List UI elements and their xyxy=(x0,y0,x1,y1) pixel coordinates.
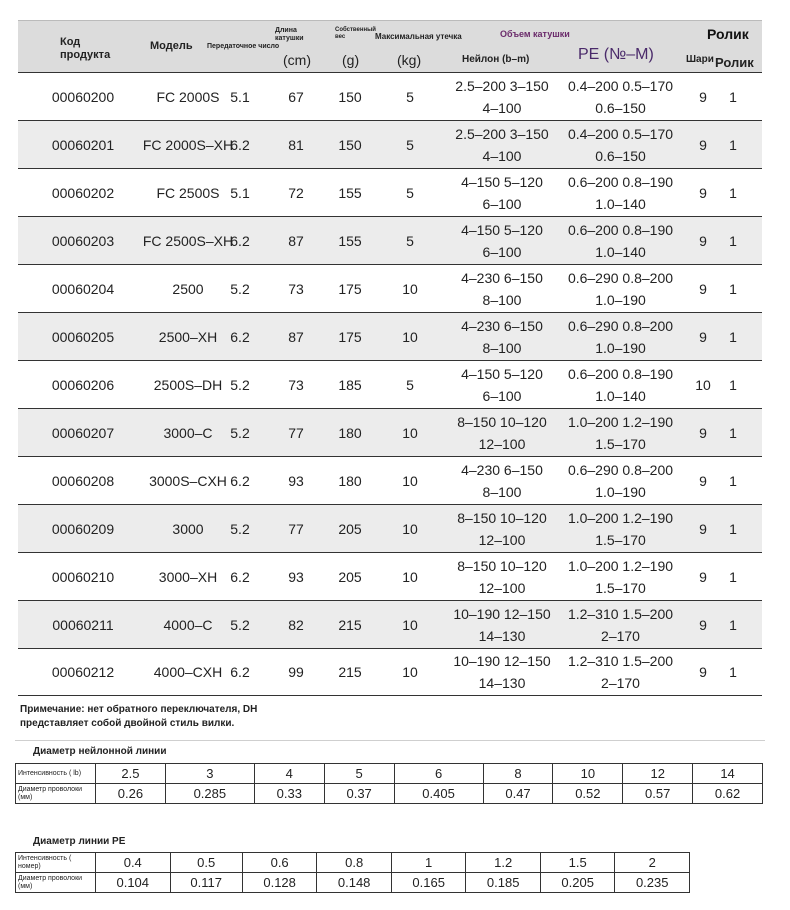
strength-cell: 4 xyxy=(254,764,324,784)
ball-bearings-cell: 9 xyxy=(699,520,707,537)
weight-cell: 175 xyxy=(338,280,362,297)
divider xyxy=(15,740,765,741)
roller-cell: 1 xyxy=(729,472,737,489)
nylon-capacity-line: 12–100 xyxy=(478,531,526,548)
nylon-table-title: Диаметр нейлонной линии xyxy=(33,746,167,757)
diameter-label: Диаметр проволоки (мм) xyxy=(16,784,96,804)
nylon-capacity-line: 8–100 xyxy=(482,339,522,356)
ball-bearings-cell: 10 xyxy=(695,376,711,393)
diameter-row xyxy=(16,873,690,893)
pe-capacity-line: 1.5–170 xyxy=(595,435,646,452)
roller-cell: 1 xyxy=(729,424,737,441)
table-row xyxy=(18,504,762,552)
nylon-capacity-cell xyxy=(438,409,566,456)
nylon-capacity-cell xyxy=(438,121,566,168)
nylon-capacity-cell xyxy=(438,265,566,312)
nylon-capacity-line: 6–100 xyxy=(482,387,522,404)
diameter-cell: 0.57 xyxy=(623,784,693,804)
max-drag-cell: 5 xyxy=(406,88,414,105)
model-cell: FC 2500S–XH xyxy=(142,232,234,249)
max-drag-cell: 10 xyxy=(402,664,418,680)
ball-bearings-cell: 9 xyxy=(699,472,707,489)
max-drag-cell: 5 xyxy=(406,232,414,249)
pe-capacity-line: 0.6–150 xyxy=(595,147,646,164)
gear-ratio-cell: 6.2 xyxy=(230,472,250,489)
weight-cell: 150 xyxy=(338,136,362,153)
product-code-cell: 00060206 xyxy=(51,376,115,393)
ball-bearings-cell: 9 xyxy=(699,280,707,297)
pe-diameter-table xyxy=(15,852,690,893)
weight-cell: 155 xyxy=(338,184,362,201)
model-cell: 3000–C xyxy=(163,424,213,441)
nylon-capacity-line: 4–150 5–120 xyxy=(461,365,543,382)
table-row xyxy=(18,264,762,312)
nylon-capacity-line: 4–100 xyxy=(482,99,522,116)
nylon-capacity-cell xyxy=(438,505,566,552)
pe-capacity-line: 1.0–140 xyxy=(595,243,646,260)
pe-capacity-cell xyxy=(553,169,688,216)
diameter-cell: 0.37 xyxy=(324,784,394,804)
roller-cell: 1 xyxy=(729,664,737,680)
gear-ratio-cell: 5.2 xyxy=(230,376,250,393)
diameter-cell: 0.148 xyxy=(317,873,392,893)
unit-kg: (kg) xyxy=(397,52,422,68)
pe-capacity-line: 0.6–290 0.8–200 xyxy=(567,461,674,478)
roller-cell: 1 xyxy=(729,280,737,297)
diameter-cell: 0.235 xyxy=(615,873,690,893)
product-code-cell: 00060209 xyxy=(51,520,115,537)
pe-capacity-line: 2–170 xyxy=(601,675,640,691)
weight-cell: 215 xyxy=(338,664,362,680)
gear-ratio-cell: 5.2 xyxy=(230,616,250,633)
nylon-capacity-line: 4–230 6–150 xyxy=(461,461,543,478)
max-drag-cell: 10 xyxy=(402,616,418,633)
max-drag-cell: 10 xyxy=(402,328,418,345)
pe-table-title: Диаметр линии PE xyxy=(33,836,126,847)
product-code-cell: 00060208 xyxy=(51,472,115,489)
model-cell: 3000 xyxy=(172,520,204,537)
gear-ratio-cell: 5.2 xyxy=(230,520,250,537)
spool-length-cell: 99 xyxy=(288,664,304,680)
strength-cell: 6 xyxy=(394,764,483,784)
table-row xyxy=(18,600,762,648)
header-roller: Ролик xyxy=(715,55,754,70)
pe-capacity-line: 1.2–310 1.5–200 xyxy=(567,653,674,669)
spool-length-cell: 77 xyxy=(288,520,304,537)
spec-table xyxy=(18,20,762,696)
nylon-capacity-line: 14–130 xyxy=(478,627,526,644)
nylon-capacity-line: 8–150 10–120 xyxy=(457,509,547,526)
nylon-capacity-line: 4–150 5–120 xyxy=(461,173,543,190)
nylon-capacity-line: 8–150 10–120 xyxy=(457,413,547,430)
pe-capacity-line: 0.6–200 0.8–190 xyxy=(567,221,674,238)
weight-cell: 150 xyxy=(338,88,362,105)
nylon-capacity-line: 8–100 xyxy=(482,483,522,500)
ball-bearings-cell: 9 xyxy=(699,664,707,680)
gear-ratio-cell: 5.1 xyxy=(230,184,250,201)
nylon-capacity-cell xyxy=(438,313,566,360)
spool-length-cell: 77 xyxy=(288,424,304,441)
pe-capacity-line: 0.6–200 0.8–190 xyxy=(567,173,674,190)
model-cell: 2500 xyxy=(172,280,204,297)
strength-cell: 2.5 xyxy=(96,764,166,784)
diameter-cell: 0.26 xyxy=(96,784,166,804)
roller-cell: 1 xyxy=(729,568,737,585)
nylon-capacity-line: 4–230 6–150 xyxy=(461,269,543,286)
note-line-2: представляет собой двойной стиль вилки. xyxy=(20,718,235,729)
pe-capacity-cell xyxy=(553,457,688,504)
product-code-cell: 00060212 xyxy=(51,664,115,680)
pe-capacity-cell xyxy=(553,649,688,695)
table-row xyxy=(18,72,762,120)
diameter-cell: 0.52 xyxy=(553,784,623,804)
nylon-capacity-line: 12–100 xyxy=(478,579,526,596)
diameter-cell: 0.165 xyxy=(391,873,466,893)
spool-length-cell: 73 xyxy=(288,376,304,393)
product-code-cell: 00060205 xyxy=(51,328,115,345)
model-cell: 4000–CXH xyxy=(153,664,223,680)
strength-cell: 0.6 xyxy=(242,853,317,873)
pe-capacity-cell xyxy=(553,553,688,600)
ball-bearings-cell: 9 xyxy=(699,328,707,345)
nylon-capacity-line: 10–190 12–150 xyxy=(453,605,551,622)
header-nylon: Нейлон (b–m) xyxy=(462,54,530,65)
gear-ratio-cell: 5.1 xyxy=(230,88,250,105)
roller-cell: 1 xyxy=(729,520,737,537)
model-cell: 4000–C xyxy=(163,616,213,633)
gear-ratio-cell: 5.2 xyxy=(230,424,250,441)
diameter-label: Диаметр проволоки (мм) xyxy=(16,873,96,893)
roller-cell: 1 xyxy=(729,328,737,345)
model-cell: 2500–XH xyxy=(158,328,218,345)
table-row xyxy=(18,360,762,408)
product-code-cell: 00060211 xyxy=(52,616,114,633)
header-max-drag: Максимальная утечка xyxy=(375,32,462,41)
strength-row xyxy=(16,853,690,873)
strength-cell: 8 xyxy=(483,764,553,784)
max-drag-cell: 10 xyxy=(402,472,418,489)
spool-length-cell: 72 xyxy=(288,184,304,201)
weight-cell: 205 xyxy=(338,520,362,537)
pe-capacity-line: 0.4–200 0.5–170 xyxy=(567,77,674,94)
spool-length-cell: 87 xyxy=(288,328,304,345)
table-row xyxy=(18,648,762,696)
gear-ratio-cell: 6.2 xyxy=(230,232,250,249)
weight-cell: 205 xyxy=(338,568,362,585)
nylon-capacity-line: 4–230 6–150 xyxy=(461,317,543,334)
pe-capacity-line: 1.0–200 1.2–190 xyxy=(567,557,674,574)
weight-cell: 180 xyxy=(338,424,362,441)
pe-capacity-line: 0.6–150 xyxy=(595,99,646,116)
unit-cm: (cm) xyxy=(283,52,311,68)
table-header xyxy=(18,20,762,72)
table-row xyxy=(18,408,762,456)
spool-length-cell: 82 xyxy=(288,616,304,633)
pe-capacity-line: 1.0–190 xyxy=(595,483,646,500)
product-code-cell: 00060200 xyxy=(51,88,115,105)
header-spool-length: Длина катушки xyxy=(275,27,304,43)
nylon-capacity-cell xyxy=(438,73,566,120)
diameter-cell: 0.47 xyxy=(483,784,553,804)
strength-cell: 14 xyxy=(693,764,763,784)
strength-cell: 0.5 xyxy=(170,853,242,873)
pe-capacity-cell xyxy=(553,313,688,360)
product-code-cell: 00060204 xyxy=(51,280,115,297)
ball-bearings-cell: 9 xyxy=(699,616,707,633)
table-row xyxy=(18,216,762,264)
nylon-capacity-cell xyxy=(438,553,566,600)
weight-cell: 180 xyxy=(338,472,362,489)
pe-capacity-line: 1.5–170 xyxy=(595,579,646,596)
max-drag-cell: 5 xyxy=(406,136,414,153)
pe-capacity-cell xyxy=(553,361,688,408)
pe-capacity-line: 1.0–190 xyxy=(595,339,646,356)
note xyxy=(20,703,320,731)
product-code-cell: 00060207 xyxy=(51,424,115,441)
product-code-cell: 00060201 xyxy=(51,136,115,153)
strength-cell: 1.5 xyxy=(540,853,615,873)
nylon-capacity-cell xyxy=(438,217,566,264)
gear-ratio-cell: 5.2 xyxy=(230,280,250,297)
ball-bearings-cell: 9 xyxy=(699,184,707,201)
ball-bearings-cell: 9 xyxy=(699,568,707,585)
strength-label: Интенсивность ( lb) xyxy=(16,764,96,784)
pe-capacity-line: 0.6–290 0.8–200 xyxy=(567,269,674,286)
nylon-capacity-cell xyxy=(438,649,566,695)
diameter-row xyxy=(16,784,763,804)
diameter-cell: 0.405 xyxy=(394,784,483,804)
nylon-capacity-line: 2.5–200 3–150 xyxy=(455,125,549,142)
gear-ratio-cell: 6.2 xyxy=(230,568,250,585)
table-body xyxy=(18,72,762,696)
pe-capacity-cell xyxy=(553,409,688,456)
roller-cell: 1 xyxy=(729,88,737,105)
pe-capacity-line: 1.2–310 1.5–200 xyxy=(567,605,674,622)
header-model: Модель xyxy=(150,40,193,52)
spool-length-cell: 93 xyxy=(288,568,304,585)
nylon-capacity-cell xyxy=(438,361,566,408)
spool-length-cell: 81 xyxy=(288,136,304,153)
spool-length-cell: 73 xyxy=(288,280,304,297)
ball-bearings-cell: 9 xyxy=(699,424,707,441)
max-drag-cell: 5 xyxy=(406,376,414,393)
max-drag-cell: 10 xyxy=(402,520,418,537)
pe-capacity-line: 1.0–140 xyxy=(595,387,646,404)
weight-cell: 175 xyxy=(338,328,362,345)
header-balls: Шари xyxy=(686,54,714,65)
max-drag-cell: 10 xyxy=(402,424,418,441)
diameter-cell: 0.185 xyxy=(466,873,541,893)
gear-ratio-cell: 6.2 xyxy=(230,328,250,345)
weight-cell: 185 xyxy=(338,376,362,393)
product-code-cell: 00060203 xyxy=(51,232,115,249)
strength-cell: 0.4 xyxy=(96,853,171,873)
pe-capacity-line: 1.0–190 xyxy=(595,291,646,308)
pe-capacity-line: 2–170 xyxy=(601,627,640,644)
roller-cell: 1 xyxy=(729,616,737,633)
header-gear-ratio: Передаточное число xyxy=(207,43,280,50)
roller-label: Ролик xyxy=(707,26,749,42)
model-cell: FC 2000S xyxy=(156,88,220,105)
model-cell: FC 2000S–XH xyxy=(142,136,234,153)
header-pe: PE (№–M) xyxy=(578,46,654,63)
gear-ratio-cell: 6.2 xyxy=(230,136,250,153)
model-cell: 3000–XH xyxy=(158,568,218,585)
nylon-capacity-line: 4–100 xyxy=(482,147,522,164)
pe-capacity-line: 1.0–140 xyxy=(595,195,646,212)
nylon-capacity-line: 12–100 xyxy=(478,435,526,452)
strength-cell: 1 xyxy=(391,853,466,873)
table-row xyxy=(18,120,762,168)
header-product-code: Код продукта xyxy=(60,36,111,62)
strength-cell: 3 xyxy=(165,764,254,784)
nylon-capacity-cell xyxy=(438,169,566,216)
pe-capacity-line: 0.6–200 0.8–190 xyxy=(567,365,674,382)
ball-bearings-cell: 9 xyxy=(699,232,707,249)
ball-bearings-cell: 9 xyxy=(699,88,707,105)
pe-capacity-line: 1.0–200 1.2–190 xyxy=(567,509,674,526)
table-row xyxy=(18,552,762,600)
strength-cell: 0.8 xyxy=(317,853,392,873)
nylon-capacity-line: 8–150 10–120 xyxy=(457,557,547,574)
weight-cell: 155 xyxy=(338,232,362,249)
strength-row xyxy=(16,764,763,784)
pe-capacity-line: 1.0–200 1.2–190 xyxy=(567,413,674,430)
diameter-cell: 0.117 xyxy=(170,873,242,893)
table-row xyxy=(18,312,762,360)
model-cell: FC 2500S xyxy=(156,184,220,201)
max-drag-cell: 10 xyxy=(402,280,418,297)
pe-capacity-cell xyxy=(553,265,688,312)
note-line-1: Примечание: нет обратного переключателя, DH xyxy=(20,704,258,715)
strength-cell: 1.2 xyxy=(466,853,541,873)
diameter-cell: 0.205 xyxy=(540,873,615,893)
roller-cell: 1 xyxy=(729,376,737,393)
model-cell: 2500S–DH xyxy=(153,376,223,393)
spool-length-cell: 93 xyxy=(288,472,304,489)
nylon-capacity-line: 14–130 xyxy=(478,675,526,691)
product-code-cell: 00060202 xyxy=(51,184,115,201)
pe-capacity-line: 0.6–290 0.8–200 xyxy=(567,317,674,334)
diameter-cell: 0.285 xyxy=(165,784,254,804)
nylon-capacity-line: 10–190 12–150 xyxy=(453,653,551,669)
max-drag-cell: 5 xyxy=(406,184,414,201)
strength-label: Интенсивность ( номер) xyxy=(16,853,96,873)
diameter-cell: 0.104 xyxy=(96,873,171,893)
pe-capacity-cell xyxy=(553,73,688,120)
nylon-capacity-line: 6–100 xyxy=(482,195,522,212)
model-cell: 3000S–CXH xyxy=(149,472,227,489)
strength-cell: 2 xyxy=(615,853,690,873)
strength-cell: 10 xyxy=(553,764,623,784)
table-row xyxy=(18,168,762,216)
product-code-cell: 00060210 xyxy=(51,568,115,585)
table-row xyxy=(18,456,762,504)
max-drag-cell: 10 xyxy=(402,568,418,585)
strength-cell: 5 xyxy=(324,764,394,784)
pe-capacity-cell xyxy=(553,121,688,168)
pe-capacity-line: 1.5–170 xyxy=(595,531,646,548)
nylon-capacity-line: 2.5–200 3–150 xyxy=(455,77,549,94)
nylon-capacity-line: 4–150 5–120 xyxy=(461,221,543,238)
ball-bearings-cell: 9 xyxy=(699,136,707,153)
diameter-cell: 0.128 xyxy=(242,873,317,893)
nylon-capacity-line: 6–100 xyxy=(482,243,522,260)
header-own-weight: Собственный вес xyxy=(335,27,376,41)
spool-length-cell: 87 xyxy=(288,232,304,249)
nylon-capacity-cell xyxy=(438,457,566,504)
pe-capacity-cell xyxy=(553,505,688,552)
pe-capacity-cell xyxy=(553,217,688,264)
pe-capacity-cell xyxy=(553,601,688,648)
roller-cell: 1 xyxy=(729,136,737,153)
roller-cell: 1 xyxy=(729,184,737,201)
header-spool-capacity: Объем катушки xyxy=(500,29,570,39)
pe-capacity-line: 0.4–200 0.5–170 xyxy=(567,125,674,142)
diameter-cell: 0.33 xyxy=(254,784,324,804)
roller-cell: 1 xyxy=(729,232,737,249)
nylon-diameter-table xyxy=(15,763,763,804)
strength-cell: 12 xyxy=(623,764,693,784)
nylon-capacity-line: 8–100 xyxy=(482,291,522,308)
spool-length-cell: 67 xyxy=(288,88,304,105)
gear-ratio-cell: 6.2 xyxy=(230,664,250,680)
unit-g: (g) xyxy=(342,52,360,68)
nylon-capacity-cell xyxy=(438,601,566,648)
diameter-cell: 0.62 xyxy=(693,784,763,804)
weight-cell: 215 xyxy=(338,616,362,633)
